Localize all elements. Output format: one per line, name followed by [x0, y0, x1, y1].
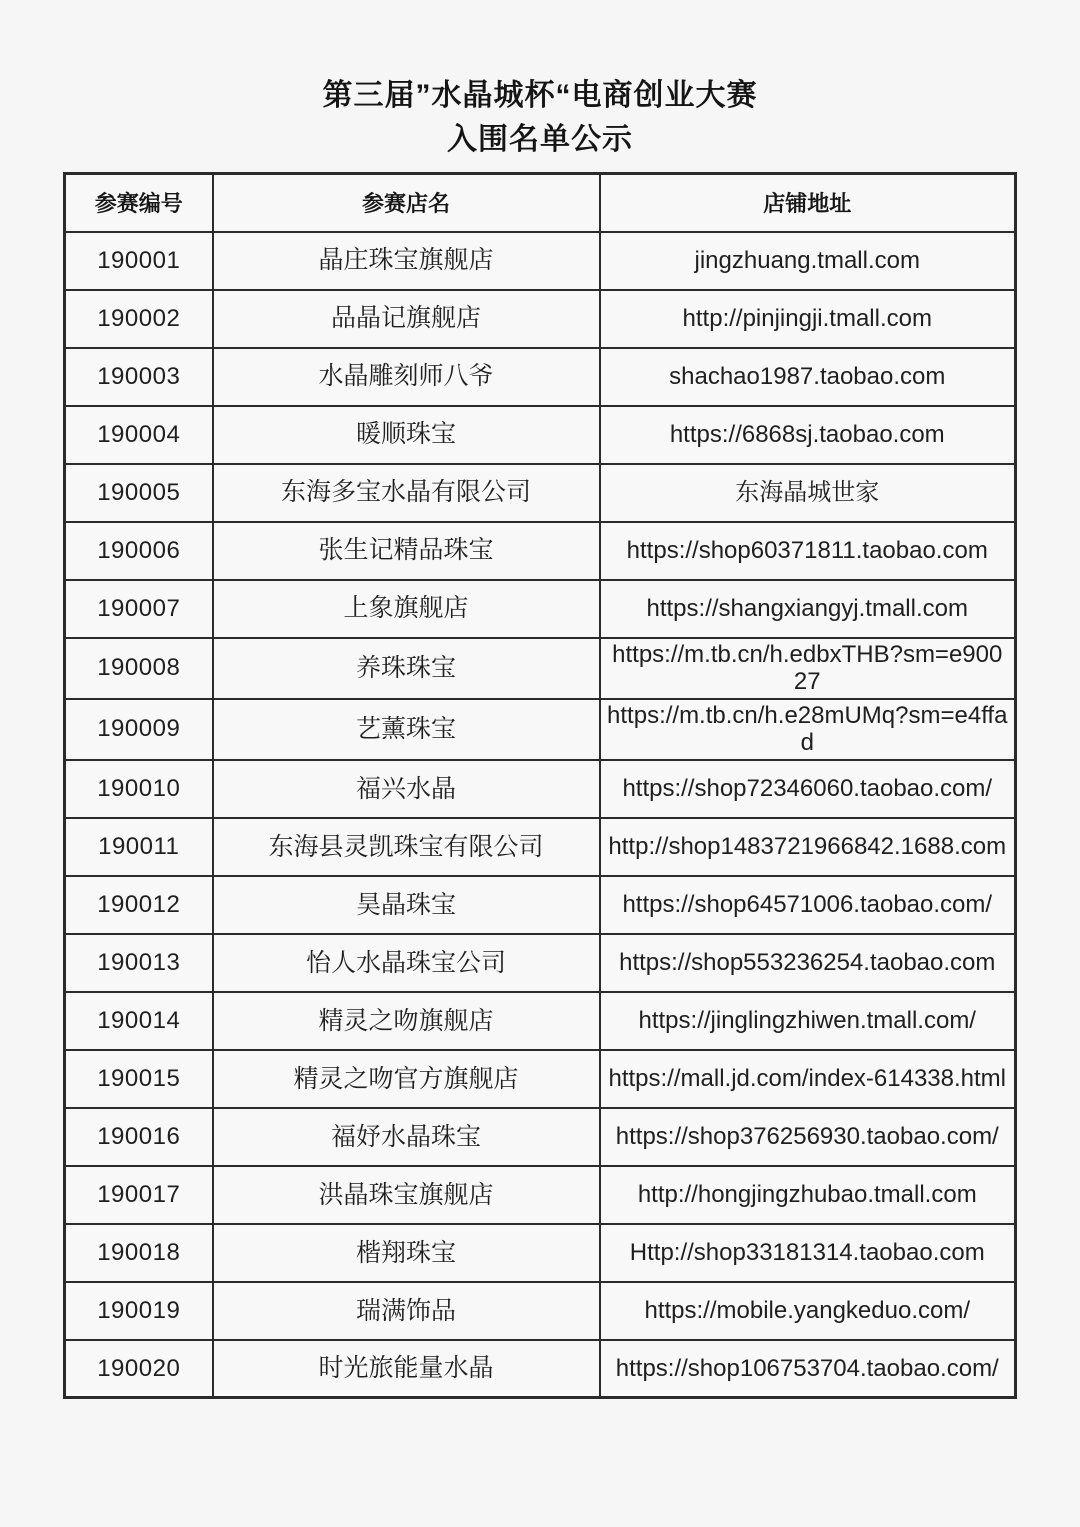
entry-number-cell: 190004 — [65, 406, 213, 464]
table-row — [65, 1050, 1016, 1108]
entry-number-cell: 190015 — [65, 1050, 213, 1108]
table-row — [65, 934, 1016, 992]
shop-address-cell: https://m.tb.cn/h.e28mUMq?sm=e4ffad — [600, 699, 1016, 760]
shop-name-cell: 洪晶珠宝旗舰店 — [213, 1166, 600, 1224]
shop-address-cell: https://jinglingzhiwen.tmall.com/ — [600, 992, 1016, 1050]
shop-address-cell: http://pinjingji.tmall.com — [600, 290, 1016, 348]
shop-name-cell: 精灵之吻旗舰店 — [213, 992, 600, 1050]
table-body — [65, 232, 1016, 1398]
shop-address-cell: Http://shop33181314.taobao.com — [600, 1224, 1016, 1282]
table-row — [65, 699, 1016, 760]
shop-name-cell: 养珠珠宝 — [213, 638, 600, 699]
entry-number-cell: 190010 — [65, 760, 213, 818]
table-row — [65, 1340, 1016, 1398]
shop-address-cell: http://shop1483721966842.1688.com — [600, 818, 1016, 876]
shop-name-cell: 张生记精品珠宝 — [213, 522, 600, 580]
table-row — [65, 1166, 1016, 1224]
shop-name-cell: 品晶记旗舰店 — [213, 290, 600, 348]
table-row — [65, 348, 1016, 406]
entry-table — [63, 172, 1017, 1399]
table-row — [65, 580, 1016, 638]
table-row — [65, 1224, 1016, 1282]
entry-number-cell: 190018 — [65, 1224, 213, 1282]
shop-address-cell: https://shop60371811.taobao.com — [600, 522, 1016, 580]
table-row — [65, 818, 1016, 876]
shop-address-cell: https://shop553236254.taobao.com — [600, 934, 1016, 992]
shop-address-cell: https://m.tb.cn/h.edbxTHB?sm=e90027 — [600, 638, 1016, 699]
shop-address-cell: https://shangxiangyj.tmall.com — [600, 580, 1016, 638]
table-row — [65, 406, 1016, 464]
shop-address-cell: https://shop106753704.taobao.com/ — [600, 1340, 1016, 1398]
shop-address-cell: https://6868sj.taobao.com — [600, 406, 1016, 464]
entry-number-cell: 190014 — [65, 992, 213, 1050]
table-row — [65, 760, 1016, 818]
shop-address-cell: http://hongjingzhubao.tmall.com — [600, 1166, 1016, 1224]
header-cell-shop-address: 店铺地址 — [600, 174, 1016, 232]
shop-address-cell: jingzhuang.tmall.com — [600, 232, 1016, 290]
shop-address-cell: https://shop72346060.taobao.com/ — [600, 760, 1016, 818]
shop-address-cell: shachao1987.taobao.com — [600, 348, 1016, 406]
shop-address-cell: https://mobile.yangkeduo.com/ — [600, 1282, 1016, 1340]
entry-number-cell: 190007 — [65, 580, 213, 638]
shop-name-cell: 福兴水晶 — [213, 760, 600, 818]
shop-name-cell: 水晶雕刻师八爷 — [213, 348, 600, 406]
entry-number-cell: 190006 — [65, 522, 213, 580]
table-header-row — [65, 174, 1016, 232]
entry-number-cell: 190016 — [65, 1108, 213, 1166]
shop-name-cell: 福妤水晶珠宝 — [213, 1108, 600, 1166]
table-row — [65, 464, 1016, 522]
shop-name-cell: 昊晶珠宝 — [213, 876, 600, 934]
entry-number-cell: 190002 — [65, 290, 213, 348]
shop-name-cell: 时光旅能量水晶 — [213, 1340, 600, 1398]
table-row — [65, 290, 1016, 348]
entry-number-cell: 190003 — [65, 348, 213, 406]
shop-name-cell: 艺薰珠宝 — [213, 699, 600, 760]
entry-number-cell: 190019 — [65, 1282, 213, 1340]
table-row — [65, 232, 1016, 290]
shop-address-cell: 东海晶城世家 — [600, 464, 1016, 522]
shop-name-cell: 瑞满饰品 — [213, 1282, 600, 1340]
table-row — [65, 638, 1016, 699]
header-cell-entry-number: 参赛编号 — [65, 174, 213, 232]
shop-name-cell: 精灵之吻官方旗舰店 — [213, 1050, 600, 1108]
entry-number-cell: 190005 — [65, 464, 213, 522]
table-row — [65, 992, 1016, 1050]
shop-name-cell: 暖顺珠宝 — [213, 406, 600, 464]
shop-address-cell: https://mall.jd.com/index-614338.html — [600, 1050, 1016, 1108]
entry-number-cell: 190008 — [65, 638, 213, 699]
page-title-line1: 第三届”水晶城杯“电商创业大赛 — [322, 79, 758, 112]
table-row — [65, 1282, 1016, 1340]
table-row — [65, 1108, 1016, 1166]
entry-number-cell: 190017 — [65, 1166, 213, 1224]
shop-address-cell: https://shop64571006.taobao.com/ — [600, 876, 1016, 934]
entry-number-cell: 190020 — [65, 1340, 213, 1398]
entry-number-cell: 190013 — [65, 934, 213, 992]
page-title — [0, 0, 1080, 162]
shop-address-cell: https://shop376256930.taobao.com/ — [600, 1108, 1016, 1166]
entry-number-cell: 190009 — [65, 699, 213, 760]
shop-name-cell: 楷翔珠宝 — [213, 1224, 600, 1282]
table-row — [65, 522, 1016, 580]
shop-name-cell: 上象旗舰店 — [213, 580, 600, 638]
shop-name-cell: 东海多宝水晶有限公司 — [213, 464, 600, 522]
shop-name-cell: 晶庄珠宝旗舰店 — [213, 232, 600, 290]
page-title-line2: 入围名单公示 — [447, 123, 633, 156]
table-row — [65, 876, 1016, 934]
shop-name-cell: 东海县灵凯珠宝有限公司 — [213, 818, 600, 876]
entry-number-cell: 190011 — [65, 818, 213, 876]
entry-number-cell: 190001 — [65, 232, 213, 290]
shop-name-cell: 怡人水晶珠宝公司 — [213, 934, 600, 992]
header-cell-shop-name: 参赛店名 — [213, 174, 600, 232]
entry-number-cell: 190012 — [65, 876, 213, 934]
